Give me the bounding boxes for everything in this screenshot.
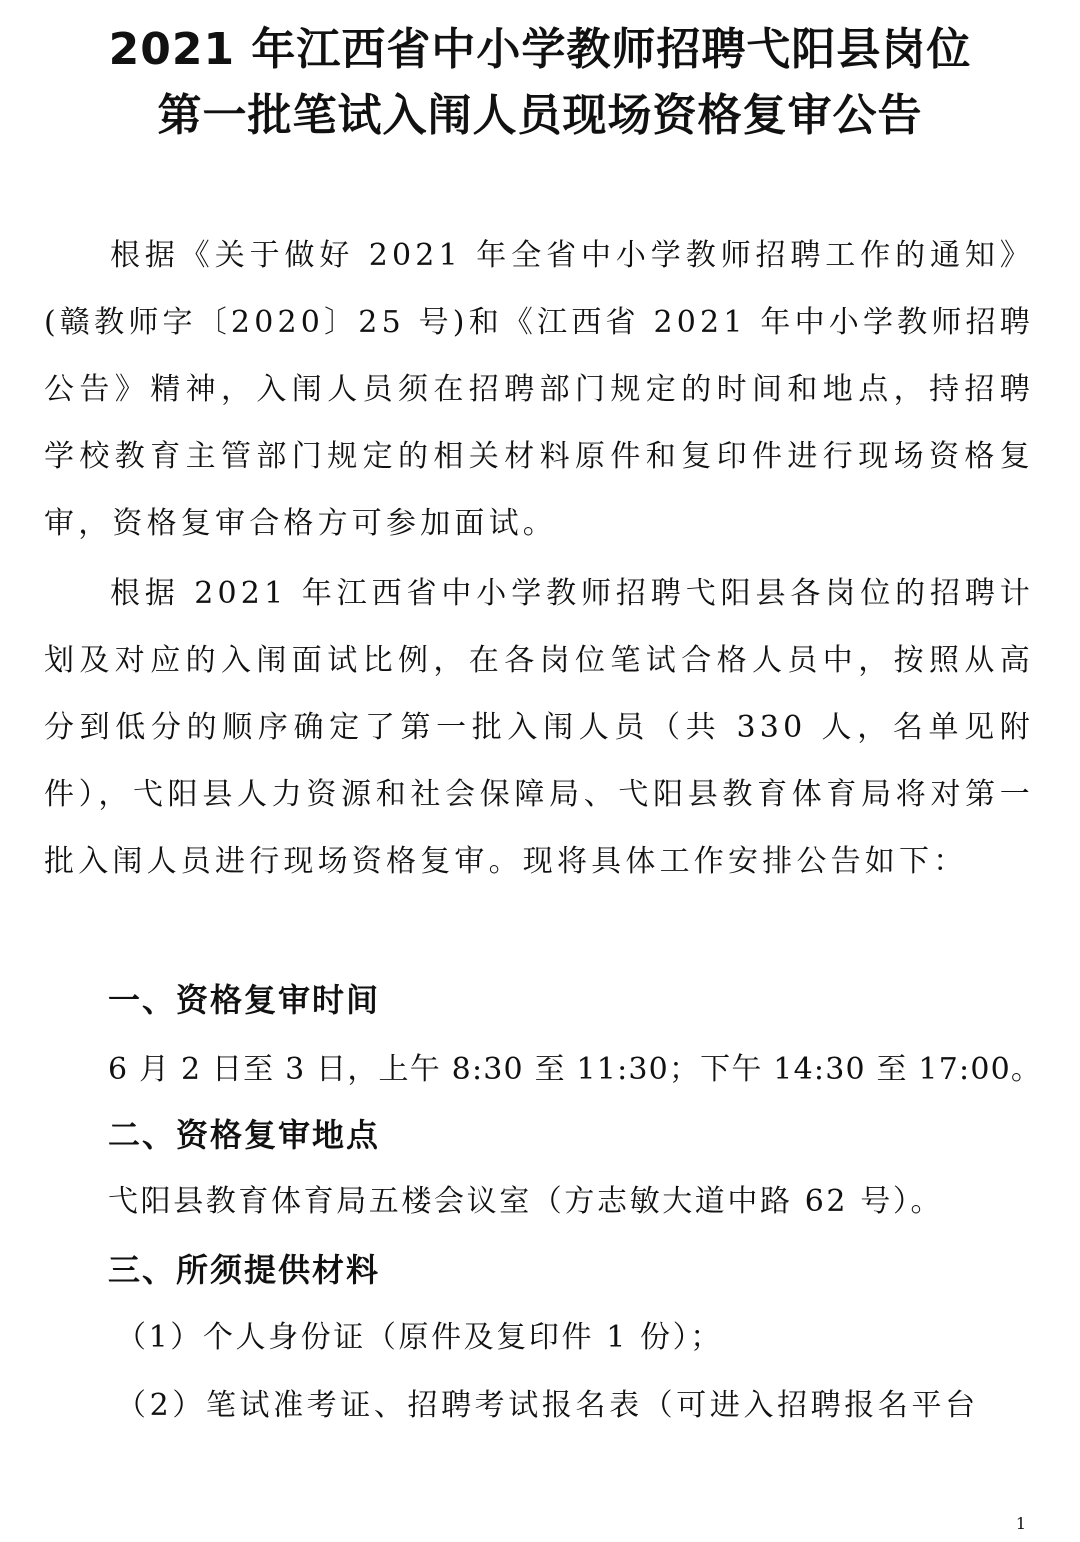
intro-paragraph: 根据《关于做好 2021 年全省中小学教师招聘工作的通知》(赣教师字〔2020〕25 号)和《江西省 2021 年中小学教师招聘公告》精神，入闱人员须在招聘部门规定的时间和地点，持招聘学校教育主管部门规定的相关材料原件和复印件进行现场资格复审，资格复审合格方可参加面试。: [44, 238, 1034, 541]
review-time-text: 6 月 2 日至 3 日，上午 8:30 至 11:30；下午 14:30 至 17:00。: [108, 1052, 1043, 1087]
section-heading-place: 二、资格复审地点: [108, 1116, 381, 1154]
materials-item-2: （2）笔试准考证、招聘考试报名表（可进入招聘报名平台: [116, 1388, 979, 1423]
review-place-text: 弋阳县教育体育局五楼会议室（方志敏大道中路 62 号）。: [108, 1184, 944, 1219]
page-number: 1: [1015, 1514, 1026, 1533]
section-heading-time: 一、资格复审时间: [108, 981, 381, 1019]
plan-paragraph: 根据 2021 年江西省中小学教师招聘弋阳县各岗位的招聘计划及对应的入闱面试比例，在各岗位笔试合格人员中，按照从高分到低分的顺序确定了第一批入闱人员（共 330 人，名单见附件），弋阳县人力资源和社会保障局、弋阳县教育体育局将对第一批入闱人员进行现场资格复审。现将具体工作安排公告如下：: [44, 576, 1034, 879]
document-title-line-1: 2021 年江西省中小学教师招聘弋阳县岗位: [108, 24, 972, 75]
section-heading-materials: 三、所须提供材料: [108, 1251, 381, 1289]
document-title-line-2: 第一批笔试入闱人员现场资格复审公告: [157, 90, 923, 141]
materials-item-1: （1）个人身份证（原件及复印件 1 份）；: [116, 1320, 723, 1355]
